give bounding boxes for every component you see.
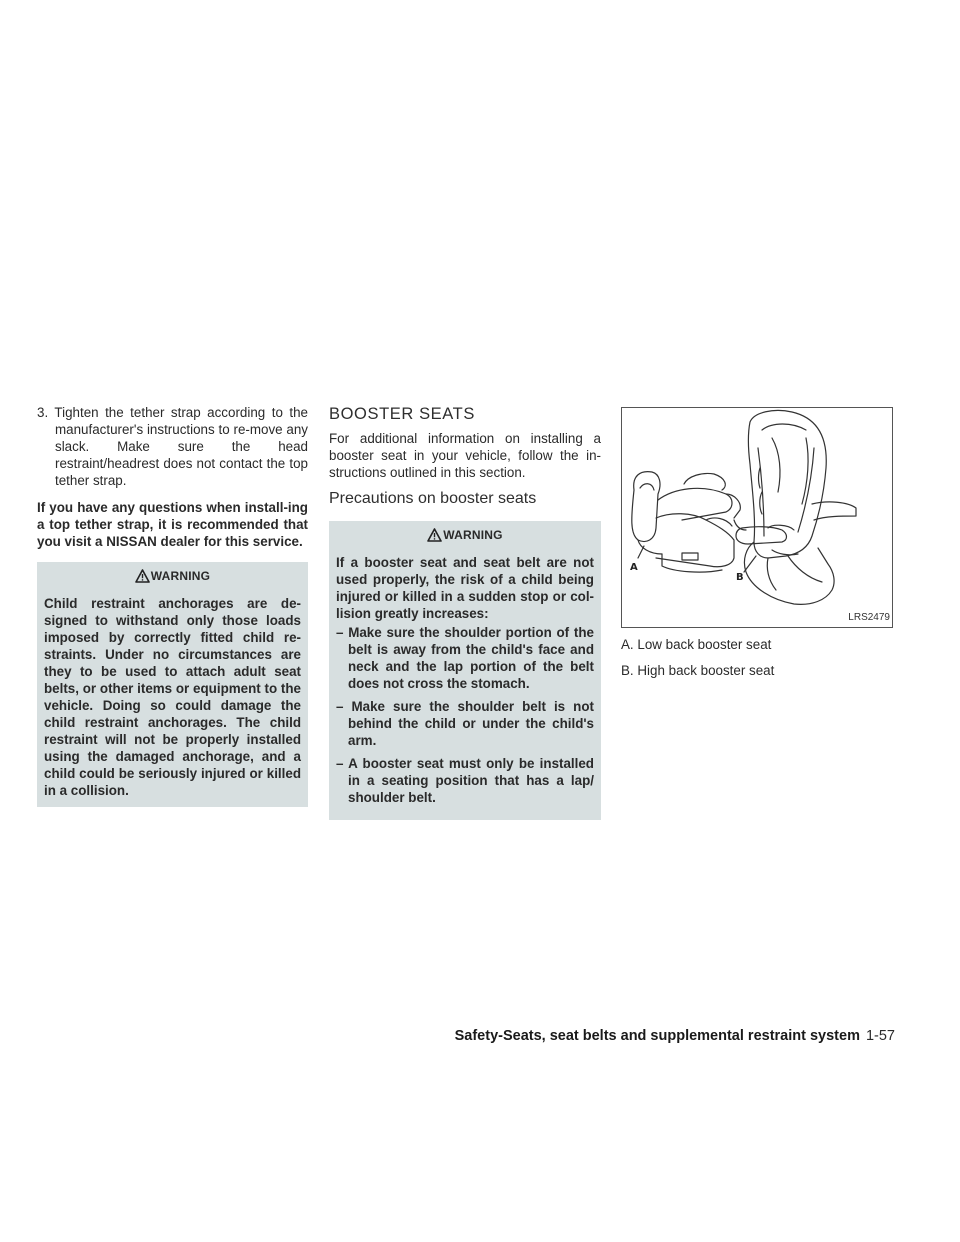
section-title: BOOSTER SEATS	[329, 405, 475, 423]
figure-code: LRS2479	[848, 612, 890, 623]
figure-label-b: B	[736, 572, 744, 583]
warning-lead: If a booster seat and seat belt are not used properly, the risk of a child being injured or killed in a sudden stop or col-lision greatly increases:	[336, 555, 594, 621]
left-column	[37, 404, 308, 807]
footer-section-title: Safety-Seats, seat belts and supplemental restraint system	[454, 1028, 860, 1044]
warning-header	[336, 527, 594, 544]
warning-label: WARNING	[443, 528, 503, 542]
caption-low-back: A. Low back booster seat	[621, 637, 772, 652]
booster-seat-figure	[621, 407, 893, 628]
warning-item: – Make sure the shoulder portion of the belt is away from the child's face and neck and the lap portion of the belt does not cross the stomach.	[336, 625, 594, 691]
page-number: 1-57	[865, 1028, 895, 1044]
section-intro: For additional information on installing a booster seat in your vehicle, follow the in-structions outlined in this section.	[329, 431, 601, 480]
warning-triangle-icon	[135, 569, 150, 583]
warning-text: Child restraint anchorages are de-signed to withstand only those loads imposed by correctly fitted child re-straints. Under no circumstances are they to be used to attach adult seat belts, or other items or equipment to the vehicle. Doing so could damage the child restraint anchorages. The child restraint will not be properly installed using the damaged anchorage, and a child could be seriously injured or killed in a collision.	[44, 596, 301, 798]
middle-column	[329, 404, 601, 820]
dealer-recommendation: If you have any questions when install-ing a top tether strap, it is recommended that you visit a NISSAN dealer for this service.	[37, 500, 308, 549]
right-column	[621, 407, 895, 679]
subsection-title: Precautions on booster seats	[329, 490, 537, 507]
warning-box-booster	[329, 521, 601, 820]
warning-box-anchorages	[37, 562, 308, 807]
warning-label: WARNING	[150, 569, 211, 583]
warning-triangle-icon	[427, 528, 442, 542]
caption-high-back: B. High back booster seat	[621, 663, 775, 678]
page-footer	[400, 1028, 895, 1044]
warning-header	[44, 568, 301, 585]
warning-item: – A booster seat must only be installed in a seating position that has a lap/ shoulder belt.	[336, 756, 594, 805]
figure-label-a: A	[630, 562, 638, 573]
warning-item: – Make sure the shoulder belt is not behind the child or under the child's arm.	[336, 699, 594, 748]
booster-seat-illustration	[622, 408, 892, 627]
warning-list	[336, 624, 594, 806]
step-3: 3. Tighten the tether strap according to the manufacturer's instructions to re-move any slack. Make sure the head restraint/headrest does not contact the top tether strap.	[37, 405, 308, 488]
